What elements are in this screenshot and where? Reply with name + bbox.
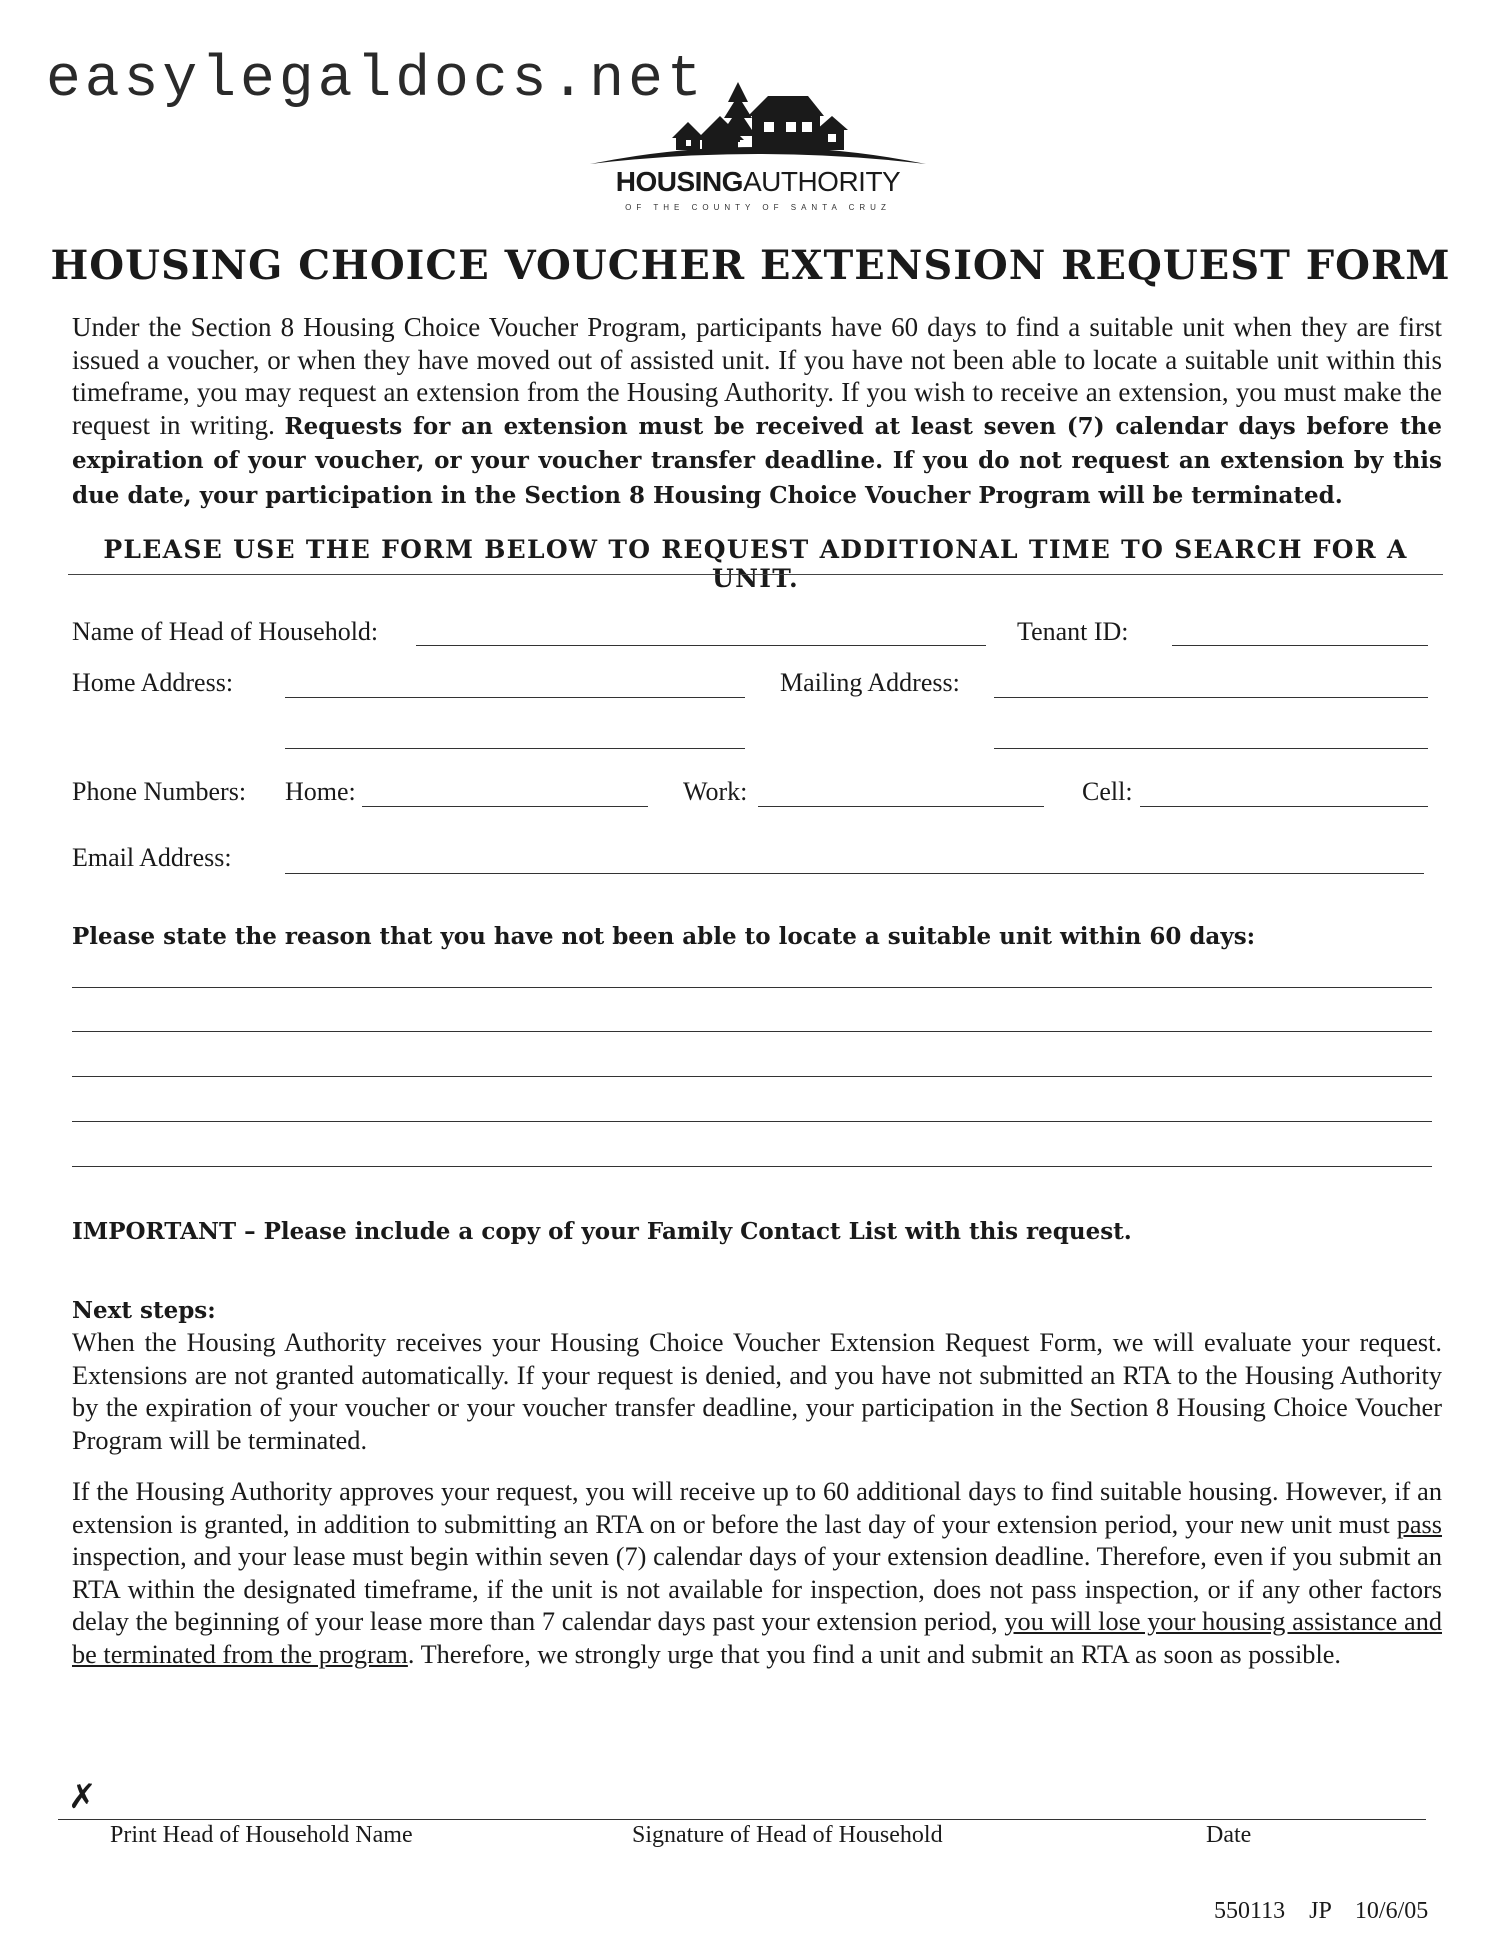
reason-line-1[interactable]	[72, 987, 1432, 988]
next-steps-paragraph-1: When the Housing Authority receives your Housing Choice Voucher Extension Request Form, we will evaluate your request. Extensions are not granted automatically. If your request is denied, and you have not submitted an RTA to the Housing Authority by the expiration of your voucher or your voucher transfer deadline, your participation in the Section 8 Housing Choice Voucher Program will be terminated.	[72, 1328, 1442, 1455]
signature-label: Signature of Head of Household	[632, 1822, 943, 1848]
logo-subtitle: OF THE COUNTY OF SANTA CRUZ	[625, 203, 891, 212]
email-field[interactable]	[285, 873, 1424, 874]
work-phone-label: Work:	[683, 777, 748, 806]
next-steps-p2-pass: pass	[1396, 1509, 1442, 1539]
reason-line-5[interactable]	[72, 1166, 1432, 1167]
phone-numbers-label: Phone Numbers:	[72, 777, 247, 806]
form-code: 550113 JP 10/6/05	[1214, 1898, 1429, 1924]
home-address-label: Home Address:	[72, 668, 234, 697]
housing-authority-logo	[588, 78, 928, 228]
cell-phone-field[interactable]	[1140, 806, 1428, 807]
work-phone-field[interactable]	[758, 806, 1044, 807]
print-name-label: Print Head of Household Name	[110, 1822, 413, 1848]
email-label: Email Address:	[72, 843, 232, 872]
home-phone-field[interactable]	[362, 806, 648, 807]
form-instruction: PLEASE USE THE FORM BELOW TO REQUEST ADDITIONAL TIME TO SEARCH FOR A UNIT.	[103, 535, 1408, 593]
reason-line-3[interactable]	[72, 1076, 1432, 1077]
reason-line-4[interactable]	[72, 1121, 1432, 1122]
mailing-address-field-line1[interactable]	[994, 697, 1428, 698]
next-steps-p2-warning: you will lose your housing assistance and be terminated from the program	[72, 1607, 1442, 1669]
signature-line[interactable]	[58, 1819, 1426, 1820]
logo-light-text: AUTHORITY	[742, 166, 901, 197]
section-divider	[68, 574, 1443, 575]
mailing-address-label: Mailing Address:	[780, 668, 960, 697]
form-title: HOUSING CHOICE VOUCHER EXTENSION REQUEST FORM	[50, 242, 1451, 289]
reason-prompt: Please state the reason that you have not been able to locate a suitable unit within 60 days:	[72, 923, 1256, 950]
next-steps-p2-part-c: . Therefore, we strongly urge that you find a unit and submit an RTA as soon as possible.	[407, 1639, 1342, 1669]
mailing-address-field-line2[interactable]	[994, 748, 1428, 749]
head-of-household-label: Name of Head of Household:	[72, 617, 379, 646]
head-of-household-field[interactable]	[416, 645, 986, 646]
home-address-field-line2[interactable]	[285, 748, 745, 749]
intro-bold-text: Requests for an extension must be received at least seven (7) calendar days before the expiration of your voucher, or your voucher transfer deadline. If you do not request an extension by this due date, your participation in the Section 8 Housing Choice Voucher Program will be terminated.	[72, 412, 1442, 509]
logo-bold-text: HOUSING	[615, 166, 743, 197]
houses-tree-icon	[588, 78, 928, 168]
home-address-field-line1[interactable]	[285, 697, 745, 698]
next-steps-heading: Next steps:	[72, 1297, 216, 1324]
reason-line-2[interactable]	[72, 1031, 1432, 1032]
home-phone-label: Home:	[285, 777, 356, 806]
intro-paragraph	[72, 311, 1442, 512]
date-label: Date	[1206, 1822, 1252, 1848]
next-steps-paragraph-2	[72, 1476, 1442, 1671]
watermark: easylegaldocs.net	[46, 48, 706, 113]
cell-phone-label: Cell:	[1082, 777, 1133, 806]
tenant-id-label: Tenant ID:	[1017, 617, 1129, 646]
important-note: IMPORTANT – Please include a copy of your Family Contact List with this request.	[72, 1218, 1132, 1245]
intro-plain-text: Under the Section 8 Housing Choice Voucher Program, participants have 60 days to find a suitable unit when they are first issued a voucher, or when they have moved out of assisted unit. If you have not been able to locate a suitable unit within this timeframe, you may request an extension from the Housing Authority. If you wish to receive an extension, you must make the request in writing.	[72, 312, 1442, 440]
next-steps-p2-part-b: inspection, and your lease must begin within seven (7) calendar days of your extension deadline. Therefore, even if you submit an RTA within the designated timeframe, if the unit is not available for inspection, does not pass inspection, or if any other factors delay the beginning of your lease more than 7 calendar days past your extension period,	[72, 1542, 1442, 1636]
signature-x-mark: ✗	[68, 1777, 97, 1817]
next-steps-p2-part-a: If the Housing Authority approves your request, you will receive up to 60 additional days to find suitable housing. However, if an extension is granted, in addition to submitting an RTA on or before the last day of your extension period, your new unit must	[72, 1477, 1442, 1539]
tenant-id-field[interactable]	[1172, 645, 1428, 646]
